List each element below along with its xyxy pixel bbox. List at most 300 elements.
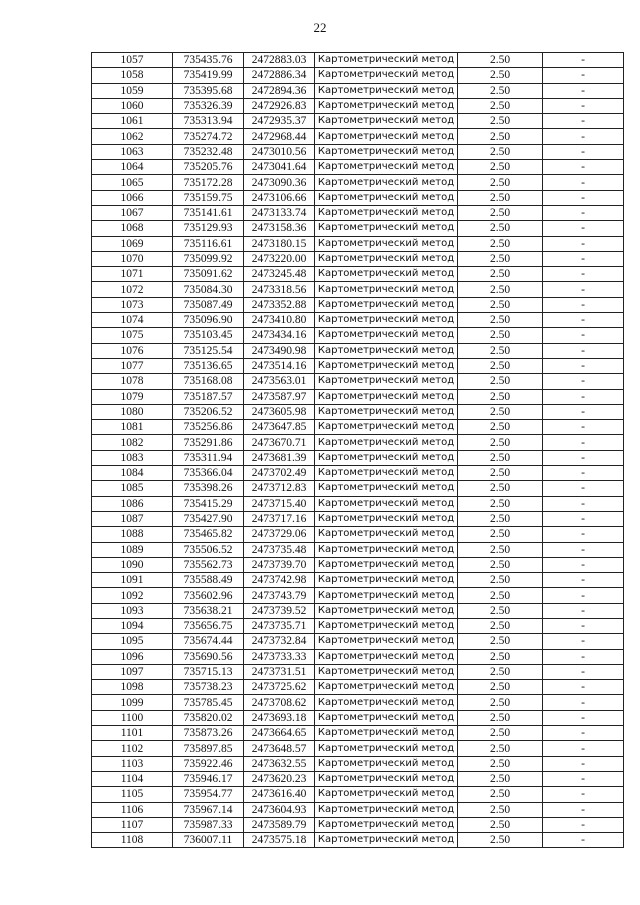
x-coordinate-cell: 735366.04 bbox=[173, 466, 244, 481]
x-coordinate-cell: 735873.26 bbox=[173, 726, 244, 741]
method-cell: Картометрический метод bbox=[315, 53, 458, 68]
accuracy-cell: 2.50 bbox=[458, 53, 543, 68]
description-cell: - bbox=[543, 267, 624, 282]
x-coordinate-cell: 735141.61 bbox=[173, 205, 244, 220]
point-number-cell: 1061 bbox=[92, 114, 173, 129]
point-number-cell: 1067 bbox=[92, 205, 173, 220]
table-row bbox=[92, 328, 624, 343]
method-cell: Картометрический метод bbox=[315, 313, 458, 328]
method-cell: Картометрический метод bbox=[315, 160, 458, 175]
description-cell: - bbox=[543, 511, 624, 526]
y-coordinate-cell: 2473410.80 bbox=[244, 313, 315, 328]
method-cell: Картометрический метод bbox=[315, 374, 458, 389]
accuracy-cell: 2.50 bbox=[458, 160, 543, 175]
x-coordinate-cell: 735897.85 bbox=[173, 741, 244, 756]
y-coordinate-cell: 2473693.18 bbox=[244, 710, 315, 725]
y-coordinate-cell: 2473604.93 bbox=[244, 802, 315, 817]
x-coordinate-cell: 735274.72 bbox=[173, 129, 244, 144]
table-row bbox=[92, 221, 624, 236]
y-coordinate-cell: 2473743.79 bbox=[244, 588, 315, 603]
accuracy-cell: 2.50 bbox=[458, 542, 543, 557]
y-coordinate-cell: 2472894.36 bbox=[244, 83, 315, 98]
accuracy-cell: 2.50 bbox=[458, 404, 543, 419]
method-cell: Картометрический метод bbox=[315, 588, 458, 603]
accuracy-cell: 2.50 bbox=[458, 557, 543, 572]
point-number-cell: 1102 bbox=[92, 741, 173, 756]
point-number-cell: 1058 bbox=[92, 68, 173, 83]
method-cell: Картометрический метод bbox=[315, 83, 458, 98]
point-number-cell: 1105 bbox=[92, 787, 173, 802]
point-number-cell: 1069 bbox=[92, 236, 173, 251]
description-cell: - bbox=[543, 695, 624, 710]
description-cell: - bbox=[543, 358, 624, 373]
table-row bbox=[92, 588, 624, 603]
description-cell: - bbox=[543, 190, 624, 205]
table-row bbox=[92, 343, 624, 358]
y-coordinate-cell: 2473647.85 bbox=[244, 420, 315, 435]
x-coordinate-cell: 735922.46 bbox=[173, 756, 244, 771]
y-coordinate-cell: 2473729.06 bbox=[244, 527, 315, 542]
description-cell: - bbox=[543, 756, 624, 771]
accuracy-cell: 2.50 bbox=[458, 664, 543, 679]
x-coordinate-cell: 735291.86 bbox=[173, 435, 244, 450]
accuracy-cell: 2.50 bbox=[458, 114, 543, 129]
method-cell: Картометрический метод bbox=[315, 680, 458, 695]
description-cell: - bbox=[543, 389, 624, 404]
x-coordinate-cell: 735129.93 bbox=[173, 221, 244, 236]
description-cell: - bbox=[543, 313, 624, 328]
table-row bbox=[92, 817, 624, 832]
method-cell: Картометрический метод bbox=[315, 175, 458, 190]
y-coordinate-cell: 2473725.62 bbox=[244, 680, 315, 695]
method-cell: Картометрический метод bbox=[315, 542, 458, 557]
description-cell: - bbox=[543, 787, 624, 802]
description-cell: - bbox=[543, 588, 624, 603]
table-row bbox=[92, 450, 624, 465]
point-number-cell: 1091 bbox=[92, 573, 173, 588]
x-coordinate-cell: 735465.82 bbox=[173, 527, 244, 542]
table-row bbox=[92, 435, 624, 450]
description-cell: - bbox=[543, 466, 624, 481]
description-cell: - bbox=[543, 771, 624, 786]
x-coordinate-cell: 735103.45 bbox=[173, 328, 244, 343]
point-number-cell: 1104 bbox=[92, 771, 173, 786]
table-row bbox=[92, 481, 624, 496]
accuracy-cell: 2.50 bbox=[458, 787, 543, 802]
accuracy-cell: 2.50 bbox=[458, 358, 543, 373]
point-number-cell: 1093 bbox=[92, 603, 173, 618]
method-cell: Картометрический метод bbox=[315, 787, 458, 802]
method-cell: Картометрический метод bbox=[315, 343, 458, 358]
x-coordinate-cell: 735674.44 bbox=[173, 634, 244, 649]
point-number-cell: 1083 bbox=[92, 450, 173, 465]
method-cell: Картометрический метод bbox=[315, 496, 458, 511]
accuracy-cell: 2.50 bbox=[458, 297, 543, 312]
point-number-cell: 1068 bbox=[92, 221, 173, 236]
y-coordinate-cell: 2473133.74 bbox=[244, 205, 315, 220]
accuracy-cell: 2.50 bbox=[458, 527, 543, 542]
y-coordinate-cell: 2473739.70 bbox=[244, 557, 315, 572]
method-cell: Картометрический метод bbox=[315, 98, 458, 113]
accuracy-cell: 2.50 bbox=[458, 313, 543, 328]
x-coordinate-cell: 735967.14 bbox=[173, 802, 244, 817]
point-number-cell: 1089 bbox=[92, 542, 173, 557]
point-number-cell: 1080 bbox=[92, 404, 173, 419]
description-cell: - bbox=[543, 481, 624, 496]
table-row bbox=[92, 190, 624, 205]
y-coordinate-cell: 2473180.15 bbox=[244, 236, 315, 251]
y-coordinate-cell: 2473605.98 bbox=[244, 404, 315, 419]
description-cell: - bbox=[543, 343, 624, 358]
x-coordinate-cell: 735136.65 bbox=[173, 358, 244, 373]
table-row bbox=[92, 771, 624, 786]
point-number-cell: 1076 bbox=[92, 343, 173, 358]
method-cell: Картометрический метод bbox=[315, 649, 458, 664]
description-cell: - bbox=[543, 144, 624, 159]
description-cell: - bbox=[543, 282, 624, 297]
method-cell: Картометрический метод bbox=[315, 144, 458, 159]
method-cell: Картометрический метод bbox=[315, 205, 458, 220]
table-row bbox=[92, 251, 624, 266]
method-cell: Картометрический метод bbox=[315, 420, 458, 435]
x-coordinate-cell: 735715.13 bbox=[173, 664, 244, 679]
accuracy-cell: 2.50 bbox=[458, 68, 543, 83]
y-coordinate-cell: 2473589.79 bbox=[244, 817, 315, 832]
description-cell: - bbox=[543, 680, 624, 695]
y-coordinate-cell: 2473735.48 bbox=[244, 542, 315, 557]
x-coordinate-cell: 735415.29 bbox=[173, 496, 244, 511]
description-cell: - bbox=[543, 726, 624, 741]
x-coordinate-cell: 735232.48 bbox=[173, 144, 244, 159]
method-cell: Картометрический метод bbox=[315, 618, 458, 633]
y-coordinate-cell: 2473712.83 bbox=[244, 481, 315, 496]
description-cell: - bbox=[543, 450, 624, 465]
x-coordinate-cell: 735205.76 bbox=[173, 160, 244, 175]
x-coordinate-cell: 735820.02 bbox=[173, 710, 244, 725]
method-cell: Картометрический метод bbox=[315, 450, 458, 465]
description-cell: - bbox=[543, 817, 624, 832]
x-coordinate-cell: 735206.52 bbox=[173, 404, 244, 419]
point-number-cell: 1108 bbox=[92, 833, 173, 848]
table-row bbox=[92, 542, 624, 557]
x-coordinate-cell: 735116.61 bbox=[173, 236, 244, 251]
table-row bbox=[92, 787, 624, 802]
y-coordinate-cell: 2473106.66 bbox=[244, 190, 315, 205]
point-number-cell: 1082 bbox=[92, 435, 173, 450]
table-row bbox=[92, 573, 624, 588]
x-coordinate-cell: 735159.75 bbox=[173, 190, 244, 205]
method-cell: Картометрический метод bbox=[315, 802, 458, 817]
description-cell: - bbox=[543, 664, 624, 679]
method-cell: Картометрический метод bbox=[315, 527, 458, 542]
point-number-cell: 1081 bbox=[92, 420, 173, 435]
accuracy-cell: 2.50 bbox=[458, 695, 543, 710]
x-coordinate-cell: 735987.33 bbox=[173, 817, 244, 832]
accuracy-cell: 2.50 bbox=[458, 496, 543, 511]
table-row bbox=[92, 389, 624, 404]
coordinates-table-body bbox=[92, 53, 624, 848]
method-cell: Картометрический метод bbox=[315, 297, 458, 312]
table-row bbox=[92, 726, 624, 741]
accuracy-cell: 2.50 bbox=[458, 83, 543, 98]
method-cell: Картометрический метод bbox=[315, 435, 458, 450]
y-coordinate-cell: 2473708.62 bbox=[244, 695, 315, 710]
table-row bbox=[92, 802, 624, 817]
accuracy-cell: 2.50 bbox=[458, 144, 543, 159]
point-number-cell: 1073 bbox=[92, 297, 173, 312]
method-cell: Картометрический метод bbox=[315, 695, 458, 710]
description-cell: - bbox=[543, 221, 624, 236]
y-coordinate-cell: 2472968.44 bbox=[244, 129, 315, 144]
y-coordinate-cell: 2473245.48 bbox=[244, 267, 315, 282]
accuracy-cell: 2.50 bbox=[458, 328, 543, 343]
x-coordinate-cell: 735738.23 bbox=[173, 680, 244, 695]
point-number-cell: 1063 bbox=[92, 144, 173, 159]
description-cell: - bbox=[543, 251, 624, 266]
x-coordinate-cell: 735256.86 bbox=[173, 420, 244, 435]
table-row bbox=[92, 267, 624, 282]
method-cell: Картометрический метод bbox=[315, 741, 458, 756]
accuracy-cell: 2.50 bbox=[458, 634, 543, 649]
y-coordinate-cell: 2473575.18 bbox=[244, 833, 315, 848]
accuracy-cell: 2.50 bbox=[458, 603, 543, 618]
method-cell: Картометрический метод bbox=[315, 573, 458, 588]
point-number-cell: 1106 bbox=[92, 802, 173, 817]
y-coordinate-cell: 2473352.88 bbox=[244, 297, 315, 312]
description-cell: - bbox=[543, 710, 624, 725]
point-number-cell: 1065 bbox=[92, 175, 173, 190]
method-cell: Картометрический метод bbox=[315, 282, 458, 297]
point-number-cell: 1088 bbox=[92, 527, 173, 542]
method-cell: Картометрический метод bbox=[315, 511, 458, 526]
accuracy-cell: 2.50 bbox=[458, 573, 543, 588]
coordinates-table bbox=[91, 52, 624, 848]
description-cell: - bbox=[543, 603, 624, 618]
x-coordinate-cell: 735562.73 bbox=[173, 557, 244, 572]
point-number-cell: 1086 bbox=[92, 496, 173, 511]
method-cell: Картометрический метод bbox=[315, 68, 458, 83]
table-row bbox=[92, 420, 624, 435]
table-row bbox=[92, 466, 624, 481]
x-coordinate-cell: 735785.45 bbox=[173, 695, 244, 710]
accuracy-cell: 2.50 bbox=[458, 435, 543, 450]
description-cell: - bbox=[543, 98, 624, 113]
accuracy-cell: 2.50 bbox=[458, 466, 543, 481]
description-cell: - bbox=[543, 328, 624, 343]
y-coordinate-cell: 2473318.56 bbox=[244, 282, 315, 297]
method-cell: Картометрический метод bbox=[315, 771, 458, 786]
x-coordinate-cell: 735602.96 bbox=[173, 588, 244, 603]
y-coordinate-cell: 2473090.36 bbox=[244, 175, 315, 190]
y-coordinate-cell: 2473632.55 bbox=[244, 756, 315, 771]
table-row bbox=[92, 557, 624, 572]
description-cell: - bbox=[543, 802, 624, 817]
method-cell: Картометрический метод bbox=[315, 267, 458, 282]
table-row bbox=[92, 756, 624, 771]
table-row bbox=[92, 741, 624, 756]
x-coordinate-cell: 735656.75 bbox=[173, 618, 244, 633]
table-row bbox=[92, 129, 624, 144]
accuracy-cell: 2.50 bbox=[458, 251, 543, 266]
table-row bbox=[92, 374, 624, 389]
x-coordinate-cell: 735427.90 bbox=[173, 511, 244, 526]
x-coordinate-cell: 735419.99 bbox=[173, 68, 244, 83]
accuracy-cell: 2.50 bbox=[458, 588, 543, 603]
x-coordinate-cell: 735395.68 bbox=[173, 83, 244, 98]
table-row bbox=[92, 160, 624, 175]
point-number-cell: 1060 bbox=[92, 98, 173, 113]
accuracy-cell: 2.50 bbox=[458, 481, 543, 496]
x-coordinate-cell: 735187.57 bbox=[173, 389, 244, 404]
x-coordinate-cell: 735125.54 bbox=[173, 343, 244, 358]
y-coordinate-cell: 2473514.16 bbox=[244, 358, 315, 373]
method-cell: Картометрический метод bbox=[315, 817, 458, 832]
point-number-cell: 1085 bbox=[92, 481, 173, 496]
point-number-cell: 1107 bbox=[92, 817, 173, 832]
table-row bbox=[92, 175, 624, 190]
table-row bbox=[92, 680, 624, 695]
point-number-cell: 1078 bbox=[92, 374, 173, 389]
point-number-cell: 1100 bbox=[92, 710, 173, 725]
table-row bbox=[92, 404, 624, 419]
x-coordinate-cell: 735311.94 bbox=[173, 450, 244, 465]
accuracy-cell: 2.50 bbox=[458, 374, 543, 389]
y-coordinate-cell: 2473648.57 bbox=[244, 741, 315, 756]
accuracy-cell: 2.50 bbox=[458, 511, 543, 526]
y-coordinate-cell: 2473563.01 bbox=[244, 374, 315, 389]
accuracy-cell: 2.50 bbox=[458, 205, 543, 220]
x-coordinate-cell: 735588.49 bbox=[173, 573, 244, 588]
method-cell: Картометрический метод bbox=[315, 664, 458, 679]
y-coordinate-cell: 2473220.00 bbox=[244, 251, 315, 266]
description-cell: - bbox=[543, 114, 624, 129]
description-cell: - bbox=[543, 160, 624, 175]
x-coordinate-cell: 735954.77 bbox=[173, 787, 244, 802]
accuracy-cell: 2.50 bbox=[458, 389, 543, 404]
y-coordinate-cell: 2473041.64 bbox=[244, 160, 315, 175]
point-number-cell: 1090 bbox=[92, 557, 173, 572]
y-coordinate-cell: 2473670.71 bbox=[244, 435, 315, 450]
point-number-cell: 1092 bbox=[92, 588, 173, 603]
point-number-cell: 1094 bbox=[92, 618, 173, 633]
accuracy-cell: 2.50 bbox=[458, 741, 543, 756]
method-cell: Картометрический метод bbox=[315, 114, 458, 129]
point-number-cell: 1064 bbox=[92, 160, 173, 175]
accuracy-cell: 2.50 bbox=[458, 649, 543, 664]
description-cell: - bbox=[543, 527, 624, 542]
y-coordinate-cell: 2473717.16 bbox=[244, 511, 315, 526]
x-coordinate-cell: 735084.30 bbox=[173, 282, 244, 297]
page-number: 22 bbox=[313, 20, 327, 35]
x-coordinate-cell: 735690.56 bbox=[173, 649, 244, 664]
accuracy-cell: 2.50 bbox=[458, 221, 543, 236]
accuracy-cell: 2.50 bbox=[458, 618, 543, 633]
table-row bbox=[92, 236, 624, 251]
point-number-cell: 1098 bbox=[92, 680, 173, 695]
method-cell: Картометрический метод bbox=[315, 710, 458, 725]
accuracy-cell: 2.50 bbox=[458, 420, 543, 435]
description-cell: - bbox=[543, 175, 624, 190]
description-cell: - bbox=[543, 649, 624, 664]
x-coordinate-cell: 736007.11 bbox=[173, 833, 244, 848]
accuracy-cell: 2.50 bbox=[458, 282, 543, 297]
y-coordinate-cell: 2473616.40 bbox=[244, 787, 315, 802]
table-row bbox=[92, 114, 624, 129]
point-number-cell: 1097 bbox=[92, 664, 173, 679]
table-row bbox=[92, 833, 624, 848]
point-number-cell: 1062 bbox=[92, 129, 173, 144]
description-cell: - bbox=[543, 297, 624, 312]
accuracy-cell: 2.50 bbox=[458, 771, 543, 786]
table-row bbox=[92, 53, 624, 68]
x-coordinate-cell: 735946.17 bbox=[173, 771, 244, 786]
y-coordinate-cell: 2473702.49 bbox=[244, 466, 315, 481]
point-number-cell: 1095 bbox=[92, 634, 173, 649]
table-row bbox=[92, 511, 624, 526]
table-row bbox=[92, 313, 624, 328]
y-coordinate-cell: 2472883.03 bbox=[244, 53, 315, 68]
y-coordinate-cell: 2473490.98 bbox=[244, 343, 315, 358]
method-cell: Картометрический метод bbox=[315, 603, 458, 618]
point-number-cell: 1096 bbox=[92, 649, 173, 664]
x-coordinate-cell: 735398.26 bbox=[173, 481, 244, 496]
y-coordinate-cell: 2473434.16 bbox=[244, 328, 315, 343]
description-cell: - bbox=[543, 68, 624, 83]
table-row bbox=[92, 634, 624, 649]
accuracy-cell: 2.50 bbox=[458, 343, 543, 358]
y-coordinate-cell: 2473158.36 bbox=[244, 221, 315, 236]
y-coordinate-cell: 2473620.23 bbox=[244, 771, 315, 786]
table-row bbox=[92, 618, 624, 633]
y-coordinate-cell: 2473587.97 bbox=[244, 389, 315, 404]
description-cell: - bbox=[543, 129, 624, 144]
description-cell: - bbox=[543, 53, 624, 68]
x-coordinate-cell: 735087.49 bbox=[173, 297, 244, 312]
y-coordinate-cell: 2473732.84 bbox=[244, 634, 315, 649]
description-cell: - bbox=[543, 236, 624, 251]
x-coordinate-cell: 735638.21 bbox=[173, 603, 244, 618]
method-cell: Картометрический метод bbox=[315, 389, 458, 404]
point-number-cell: 1084 bbox=[92, 466, 173, 481]
accuracy-cell: 2.50 bbox=[458, 450, 543, 465]
table-row bbox=[92, 527, 624, 542]
method-cell: Картометрический метод bbox=[315, 190, 458, 205]
point-number-cell: 1099 bbox=[92, 695, 173, 710]
x-coordinate-cell: 735096.90 bbox=[173, 313, 244, 328]
x-coordinate-cell: 735435.76 bbox=[173, 53, 244, 68]
x-coordinate-cell: 735099.92 bbox=[173, 251, 244, 266]
point-number-cell: 1071 bbox=[92, 267, 173, 282]
table-row bbox=[92, 98, 624, 113]
description-cell: - bbox=[543, 573, 624, 588]
method-cell: Картометрический метод bbox=[315, 466, 458, 481]
accuracy-cell: 2.50 bbox=[458, 267, 543, 282]
table-row bbox=[92, 297, 624, 312]
method-cell: Картометрический метод bbox=[315, 358, 458, 373]
point-number-cell: 1079 bbox=[92, 389, 173, 404]
point-number-cell: 1057 bbox=[92, 53, 173, 68]
point-number-cell: 1075 bbox=[92, 328, 173, 343]
table-row bbox=[92, 358, 624, 373]
y-coordinate-cell: 2473742.98 bbox=[244, 573, 315, 588]
accuracy-cell: 2.50 bbox=[458, 680, 543, 695]
y-coordinate-cell: 2473731.51 bbox=[244, 664, 315, 679]
y-coordinate-cell: 2473739.52 bbox=[244, 603, 315, 618]
accuracy-cell: 2.50 bbox=[458, 756, 543, 771]
table-row bbox=[92, 664, 624, 679]
x-coordinate-cell: 735168.08 bbox=[173, 374, 244, 389]
table-row bbox=[92, 83, 624, 98]
